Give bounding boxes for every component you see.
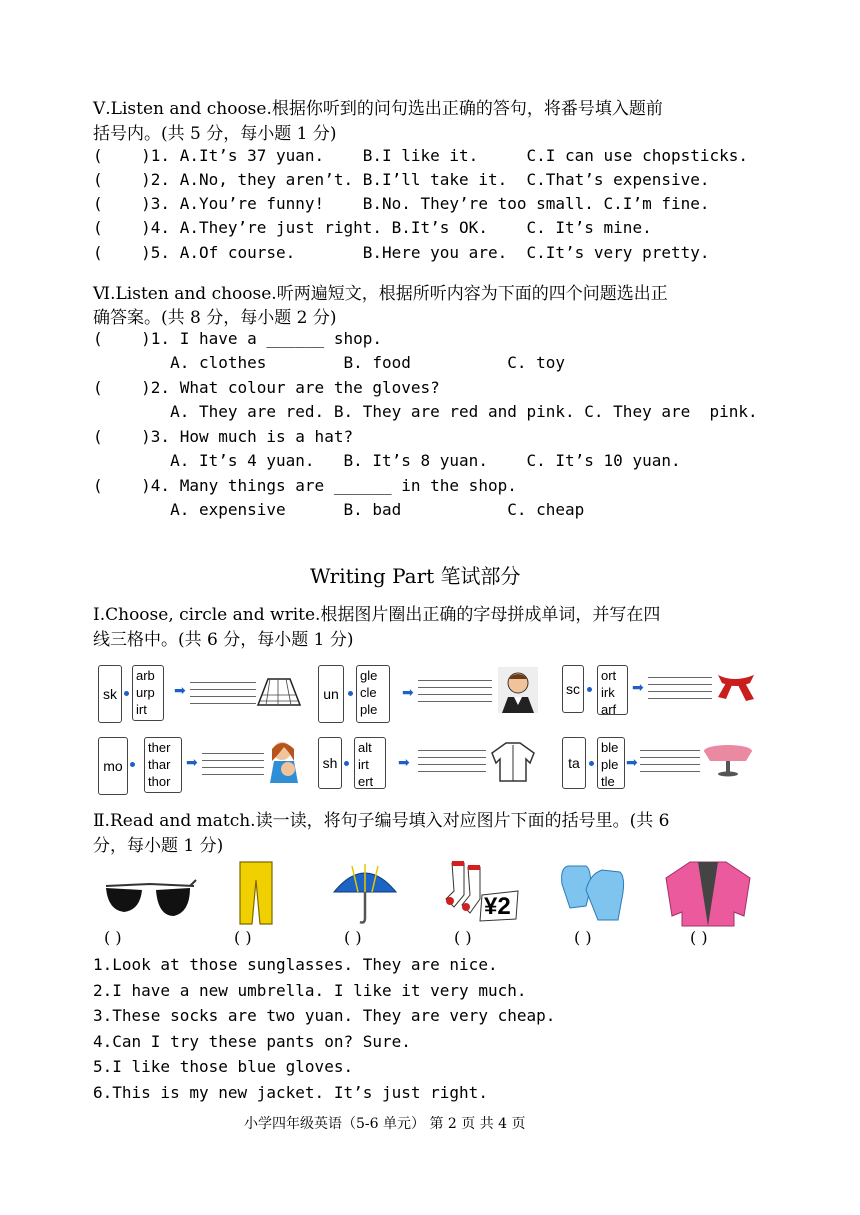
- match-sentence: 4.Can I try these pants on? Sure.: [93, 1032, 411, 1051]
- arrow-icon: ➡: [402, 685, 414, 701]
- letter-options[interactable]: ble ple tle: [597, 737, 625, 789]
- section6-heading-line2: 确答案。(共 8 分，每小题 2 分): [93, 308, 337, 328]
- page-footer: 小学四年级英语（5-6 单元） 第 2 页 共 4 页: [244, 1116, 526, 1132]
- arrow-icon: ➡: [186, 755, 198, 771]
- four-line-grid[interactable]: [190, 682, 256, 704]
- question-line: ( )1. I have a ______ shop.: [93, 329, 382, 348]
- part1-heading-line1: Ⅰ.Choose, circle and write.根据图片圈出正确的字母拼成单词，并写在四: [93, 605, 661, 625]
- arrow-icon: ➡: [632, 680, 644, 696]
- question-line: A. expensive B. bad C. cheap: [93, 500, 585, 519]
- arrow-icon: ➡: [626, 755, 638, 771]
- match-sentence: 5.I like those blue gloves.: [93, 1057, 354, 1076]
- word-group-shirt: [318, 737, 548, 795]
- question-line: ( )1. A.It’s 37 yuan. B.I like it. C.I can use chopsticks.: [93, 146, 749, 165]
- question-line: A. They are red. B. They are red and pink. C. They are pink.: [93, 402, 758, 421]
- arrow-icon: ➡: [174, 683, 186, 699]
- four-line-grid[interactable]: [648, 677, 712, 699]
- question-line: ( )2. What colour are the gloves?: [93, 378, 440, 397]
- word-group-scarf: [562, 665, 762, 723]
- four-line-grid[interactable]: [418, 680, 492, 702]
- word-group-table: [562, 737, 762, 795]
- shirt-icon: [490, 741, 536, 783]
- section6-heading-line1: Ⅵ.Listen and choose.听两遍短文，根据所听内容为下面的四个问题选出正: [93, 284, 668, 304]
- word-group-mother: [98, 737, 308, 795]
- dot: [344, 761, 349, 766]
- letter-options[interactable]: arb urp irt: [132, 665, 164, 721]
- four-line-grid[interactable]: [202, 753, 264, 775]
- question-line: ( )4. Many things are ______ in the shop.: [93, 476, 517, 495]
- question-line: ( )2. A.No, they aren’t. B.I’ll take it. C.That’s expensive.: [93, 170, 710, 189]
- word-prefix: sc: [562, 665, 584, 713]
- dot: [348, 691, 353, 696]
- answer-paren[interactable]: ( ): [234, 928, 252, 947]
- letter-options[interactable]: alt irt ert: [354, 737, 386, 789]
- gloves-icon: [556, 860, 628, 926]
- price-tag: ¥2: [484, 893, 511, 920]
- four-line-grid[interactable]: [640, 750, 700, 772]
- answer-paren[interactable]: ( ): [690, 928, 708, 947]
- letter-options[interactable]: ort irk arf: [597, 665, 628, 715]
- match-sentence: 1.Look at those sunglasses. They are nice.: [93, 955, 498, 974]
- question-line: ( )4. A.They’re just right. B.It’s OK. C. It’s mine.: [93, 218, 652, 237]
- dot: [130, 762, 135, 767]
- word-prefix: un: [318, 665, 344, 723]
- table-icon: [702, 743, 754, 777]
- word-prefix: ta: [562, 737, 586, 789]
- letter-options[interactable]: gle cle ple: [356, 665, 390, 723]
- answer-paren[interactable]: ( ): [104, 928, 122, 947]
- answer-paren[interactable]: ( ): [574, 928, 592, 947]
- question-line: ( )5. A.Of course. B.Here you are. C.It’s very pretty.: [93, 243, 710, 262]
- umbrella-icon: [332, 860, 398, 926]
- match-sentence: 6.This is my new jacket. It’s just right.: [93, 1083, 488, 1102]
- arrow-icon: ➡: [398, 755, 410, 771]
- letter-options[interactable]: ther thar thor: [144, 737, 182, 793]
- part1-heading-line2: 线三格中。(共 6 分，每小题 1 分): [93, 630, 354, 650]
- sunglasses-icon: [100, 876, 200, 926]
- skirt-icon: [256, 675, 302, 711]
- answer-paren[interactable]: ( ): [344, 928, 362, 947]
- dot: [587, 687, 592, 692]
- part2-heading-line2: 分，每小题 1 分): [93, 836, 224, 856]
- writing-part-title: Writing Part 笔试部分: [310, 564, 521, 588]
- word-prefix: sk: [98, 665, 122, 723]
- answer-paren[interactable]: ( ): [454, 928, 472, 947]
- section5-heading-line1: Ⅴ.Listen and choose.根据你听到的问句选出正确的答句，将番号填入题前: [93, 99, 663, 119]
- word-prefix: sh: [318, 737, 342, 789]
- jacket-icon: [660, 856, 756, 928]
- pants-icon: [236, 860, 276, 928]
- dot: [124, 691, 129, 696]
- section5-heading-line2: 括号内。(共 5 分，每小题 1 分): [93, 124, 337, 144]
- uncle-icon: [498, 667, 538, 713]
- question-line: A. clothes B. food C. toy: [93, 353, 566, 372]
- part2-heading-line1: Ⅱ.Read and match.读一读，将句子编号填入对应图片下面的括号里。(共 6: [93, 811, 670, 831]
- question-line: ( )3. A.You’re funny! B.No. They’re too small. C.I’m fine.: [93, 194, 710, 213]
- mother-icon: [264, 739, 304, 783]
- match-sentence: 3.These socks are two yuan. They are very cheap.: [93, 1006, 556, 1025]
- word-group-uncle: [318, 665, 548, 723]
- four-line-grid[interactable]: [418, 750, 486, 772]
- scarf-icon: [714, 669, 758, 703]
- word-prefix: mo: [98, 737, 128, 795]
- word-group-skirt: [98, 665, 298, 723]
- question-line: A. It’s 4 yuan. B. It’s 8 yuan. C. It’s 10 yuan.: [93, 451, 681, 470]
- match-sentence: 2.I have a new umbrella. I like it very much.: [93, 981, 527, 1000]
- question-line: ( )3. How much is a hat?: [93, 427, 354, 446]
- dot: [589, 761, 594, 766]
